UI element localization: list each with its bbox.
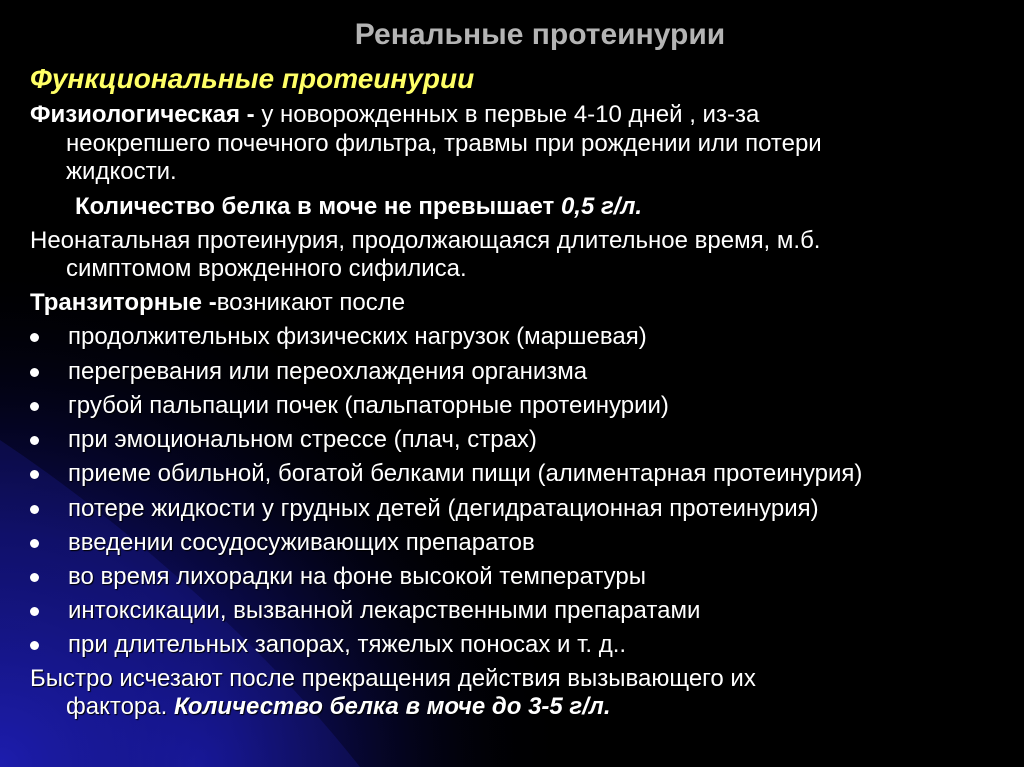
- transient-text: возникают после: [216, 289, 406, 316]
- protein-note-value: 0,5 г/л.: [560, 193, 643, 220]
- transient-line: [30, 289, 405, 317]
- bullet-marker: [30, 573, 39, 582]
- slide-title: Ренальные протеинурии: [354, 18, 726, 51]
- closing-text: фактора.: [66, 693, 174, 720]
- list-item: потере жидкости у грудных детей (дегидратационная протеинурия): [68, 495, 819, 522]
- list-item: во время лихорадки на фоне высокой температуры: [68, 563, 646, 590]
- closing-line-1: Быстро исчезают после прекращения действия вызывающего их: [30, 665, 756, 692]
- bullet-marker: [30, 607, 39, 616]
- protein-note-text: Количество белка в моче не превышает: [75, 193, 561, 220]
- bullet-marker: [30, 539, 39, 548]
- bullet-marker: [30, 436, 39, 445]
- list-item: при эмоциональном стрессе (плач, страх): [68, 426, 537, 453]
- physiological-label: Физиологическая -: [30, 101, 255, 128]
- list-item: при длительных запорах, тяжелых поносах и т. д..: [68, 631, 627, 658]
- bullet-marker: [30, 641, 39, 650]
- bullet-marker: [30, 470, 39, 479]
- neonatal-line-2: симптомом врожденного сифилиса.: [66, 255, 467, 282]
- physiological-note: [75, 193, 642, 221]
- bullet-marker: [30, 402, 39, 411]
- physiological-line-1: [30, 101, 759, 129]
- physiological-line-2: неокрепшего почечного фильтра, травмы при рождении или потери: [66, 130, 822, 157]
- list-item: перегревания или переохлаждения организма: [68, 358, 588, 385]
- physiological-line-3: жидкости.: [66, 158, 177, 185]
- list-item: грубой пальпации почек (пальпаторные протеинурии): [68, 392, 669, 419]
- list-item: продолжительных физических нагрузок (маршевая): [68, 323, 647, 350]
- bullet-marker: [30, 368, 39, 377]
- list-item: интоксикации, вызванной лекарственными препаратами: [68, 597, 701, 624]
- slide-subtitle: Функциональные протеинурии: [30, 63, 475, 94]
- neonatal-line-1: Неонатальная протеинурия, продолжающаяся длительное время, м.б.: [30, 227, 821, 254]
- closing-value: Количество белка в моче до 3-5 г/л.: [173, 693, 611, 720]
- bullet-marker: [30, 333, 39, 342]
- bullet-marker: [30, 505, 39, 514]
- list-item: приеме обильной, богатой белками пищи (алиментарная протеинурия): [68, 460, 863, 487]
- transient-label: Транзиторные -: [30, 289, 217, 316]
- list-item: введении сосудосуживающих препаратов: [68, 529, 535, 556]
- closing-line-2: [66, 693, 611, 721]
- physiological-text-1: у новорожденных в первые 4-10 дней , из-за: [254, 101, 760, 128]
